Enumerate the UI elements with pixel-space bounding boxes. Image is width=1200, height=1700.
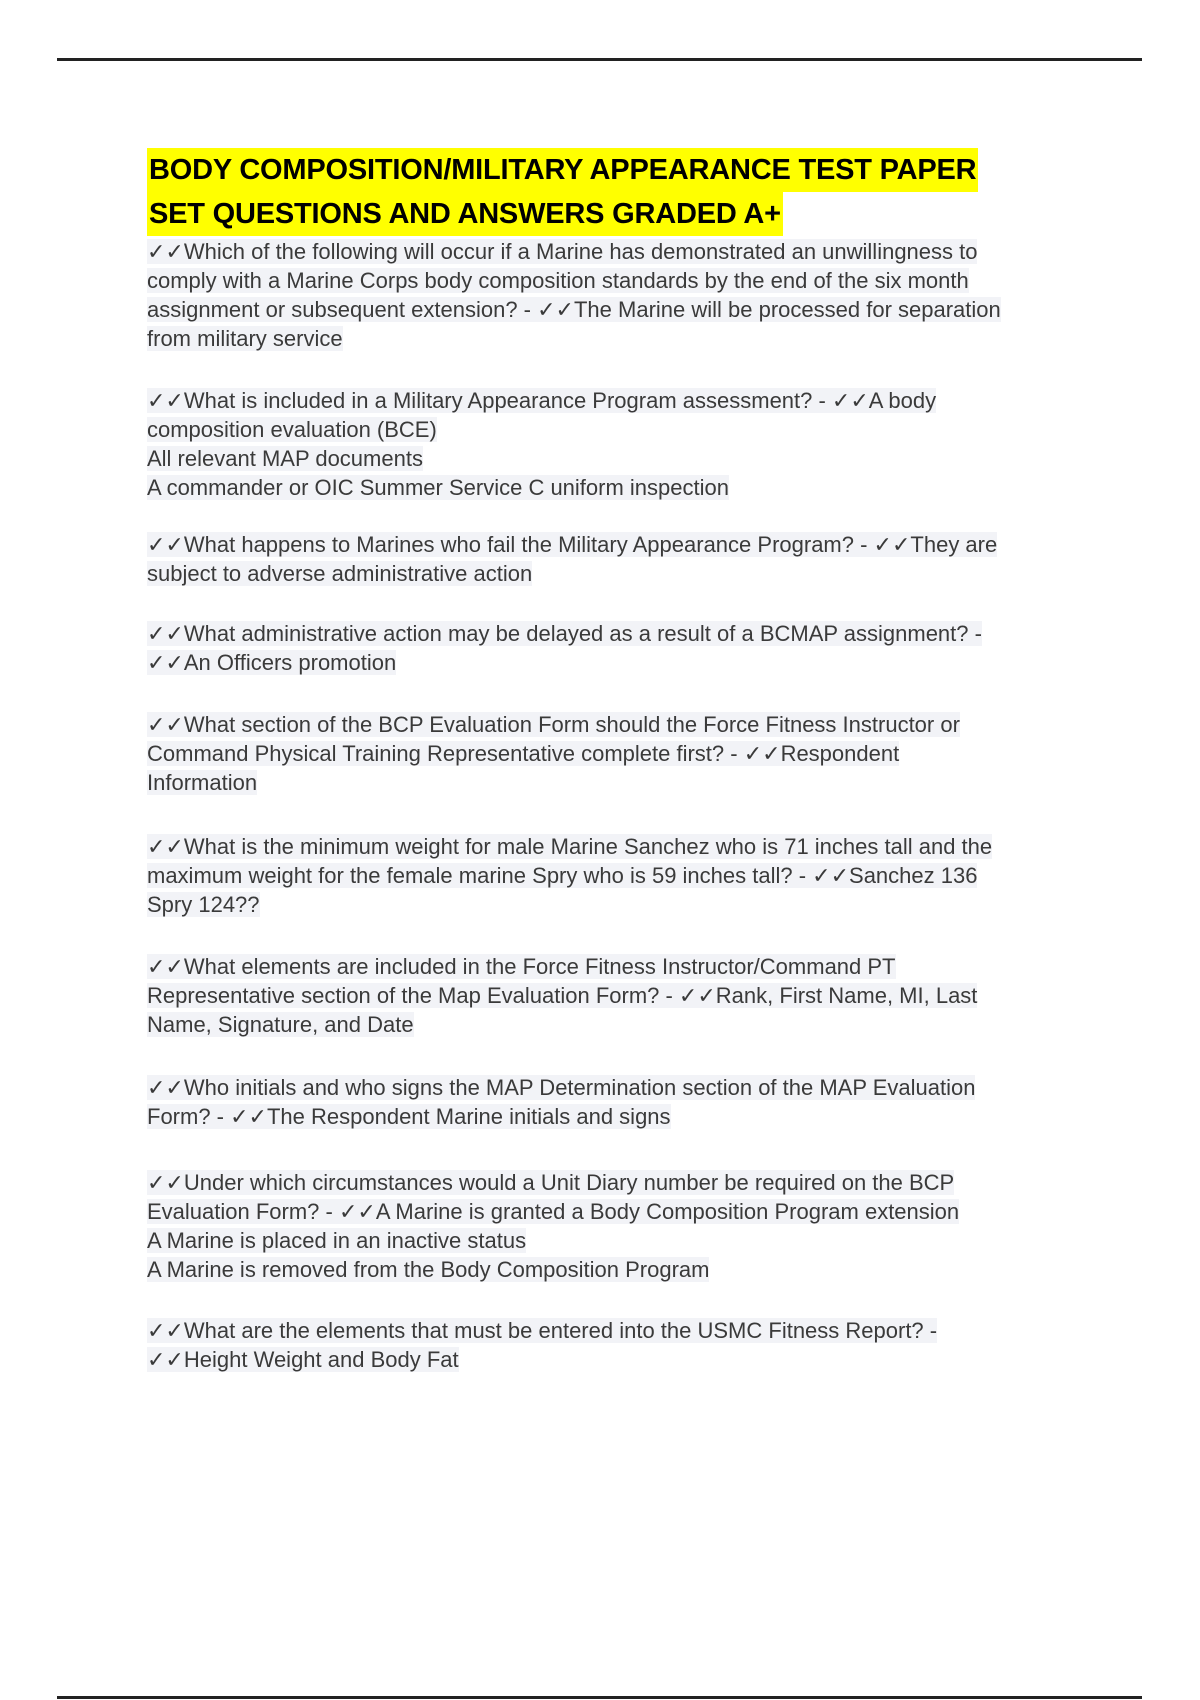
qa-line-text: Information xyxy=(147,770,258,795)
qa-item xyxy=(147,530,997,588)
qa-item xyxy=(147,1168,959,1284)
qa-line-text: Name, Signature, and Date xyxy=(147,1012,414,1037)
qa-line-text: ✓✓What are the elements that must be entered into the USMC Fitness Report? - xyxy=(147,1318,938,1343)
qa-item xyxy=(147,952,977,1039)
qa-line xyxy=(147,739,960,768)
qa-line-text: A Marine is removed from the Body Composition Program xyxy=(147,1257,710,1282)
qa-line xyxy=(147,1168,959,1197)
qa-line-text: from military service xyxy=(147,326,343,351)
qa-line xyxy=(147,1102,975,1131)
qa-line xyxy=(147,952,977,981)
qa-line-text: ✓✓What is the minimum weight for male Marine Sanchez who is 71 inches tall and the xyxy=(147,834,993,859)
qa-line xyxy=(147,1197,959,1226)
qa-line xyxy=(147,648,982,677)
qa-line-text: ✓✓What section of the BCP Evaluation Form should the Force Fitness Instructor or xyxy=(147,712,960,737)
qa-item xyxy=(147,710,960,797)
qa-line-text: Evaluation Form? - ✓✓A Marine is granted a Body Composition Program extension xyxy=(147,1199,960,1224)
qa-line-text: assignment or subsequent extension? - ✓✓The Marine will be processed for separation xyxy=(147,297,1001,322)
title-line-1: BODY COMPOSITION/MILITARY APPEARANCE TEST PAPER xyxy=(147,148,978,192)
qa-line-text: Spry 124?? xyxy=(147,892,260,917)
qa-line xyxy=(147,559,997,588)
qa-line-text: Representative section of the Map Evaluation Form? - ✓✓Rank, First Name, MI, Last xyxy=(147,983,978,1008)
qa-line-text: ✓✓Under which circumstances would a Unit Diary number be required on the BCP xyxy=(147,1170,955,1195)
bottom-rule xyxy=(57,1696,1142,1699)
qa-line-text: Command Physical Training Representative complete first? - ✓✓Respondent xyxy=(147,741,900,766)
qa-line xyxy=(147,890,992,919)
qa-line xyxy=(147,981,977,1010)
qa-line xyxy=(147,710,960,739)
qa-line-text: A commander or OIC Summer Service C uniform inspection xyxy=(147,475,729,500)
qa-line-text: ✓✓Who initials and who signs the MAP Determination section of the MAP Evaluation xyxy=(147,1075,976,1100)
qa-line-text: ✓✓What administrative action may be delayed as a result of a BCMAP assignment? - xyxy=(147,621,982,646)
qa-line-text: ✓✓Which of the following will occur if a Marine has demonstrated an unwillingness to xyxy=(147,239,978,264)
qa-item xyxy=(147,832,992,919)
qa-item xyxy=(147,1073,975,1131)
qa-line-text: subject to adverse administrative action xyxy=(147,561,533,586)
qa-line xyxy=(147,473,936,502)
qa-line-text: maximum weight for the female marine Spry who is 59 inches tall? - ✓✓Sanchez 136 xyxy=(147,863,978,888)
qa-line-text: comply with a Marine Corps body composition standards by the end of the six month xyxy=(147,268,969,293)
qa-line xyxy=(147,415,936,444)
qa-line-text: ✓✓An Officers promotion xyxy=(147,650,397,675)
qa-line xyxy=(147,1010,977,1039)
qa-line-text: composition evaluation (BCE) xyxy=(147,417,437,442)
qa-item xyxy=(147,386,936,502)
document-title xyxy=(147,148,978,236)
qa-item xyxy=(147,619,982,677)
qa-line xyxy=(147,619,982,648)
qa-line xyxy=(147,530,997,559)
qa-item xyxy=(147,237,1001,353)
qa-line xyxy=(147,386,936,415)
top-rule xyxy=(57,58,1142,61)
qa-item xyxy=(147,1316,937,1374)
qa-line xyxy=(147,237,1001,266)
qa-line xyxy=(147,444,936,473)
qa-line-text: ✓✓What elements are included in the Force Fitness Instructor/Command PT xyxy=(147,954,896,979)
qa-line xyxy=(147,1255,959,1284)
qa-line-text: ✓✓What is included in a Military Appearance Program assessment? - ✓✓A body xyxy=(147,388,937,413)
qa-line xyxy=(147,1073,975,1102)
qa-line xyxy=(147,295,1001,324)
qa-line xyxy=(147,1316,937,1345)
qa-line-text: All relevant MAP documents xyxy=(147,446,423,471)
qa-line xyxy=(147,768,960,797)
qa-line xyxy=(147,324,1001,353)
qa-line xyxy=(147,832,992,861)
qa-line-text: Form? - ✓✓The Respondent Marine initials and signs xyxy=(147,1104,671,1129)
qa-line-text: A Marine is placed in an inactive status xyxy=(147,1228,527,1253)
title-line-2: SET QUESTIONS AND ANSWERS GRADED A+ xyxy=(147,192,783,236)
qa-line-text: ✓✓Height Weight and Body Fat xyxy=(147,1347,459,1372)
qa-line xyxy=(147,1345,937,1374)
qa-line-text: ✓✓What happens to Marines who fail the Military Appearance Program? - ✓✓They are xyxy=(147,532,998,557)
qa-line xyxy=(147,1226,959,1255)
qa-line xyxy=(147,861,992,890)
qa-line xyxy=(147,266,1001,295)
